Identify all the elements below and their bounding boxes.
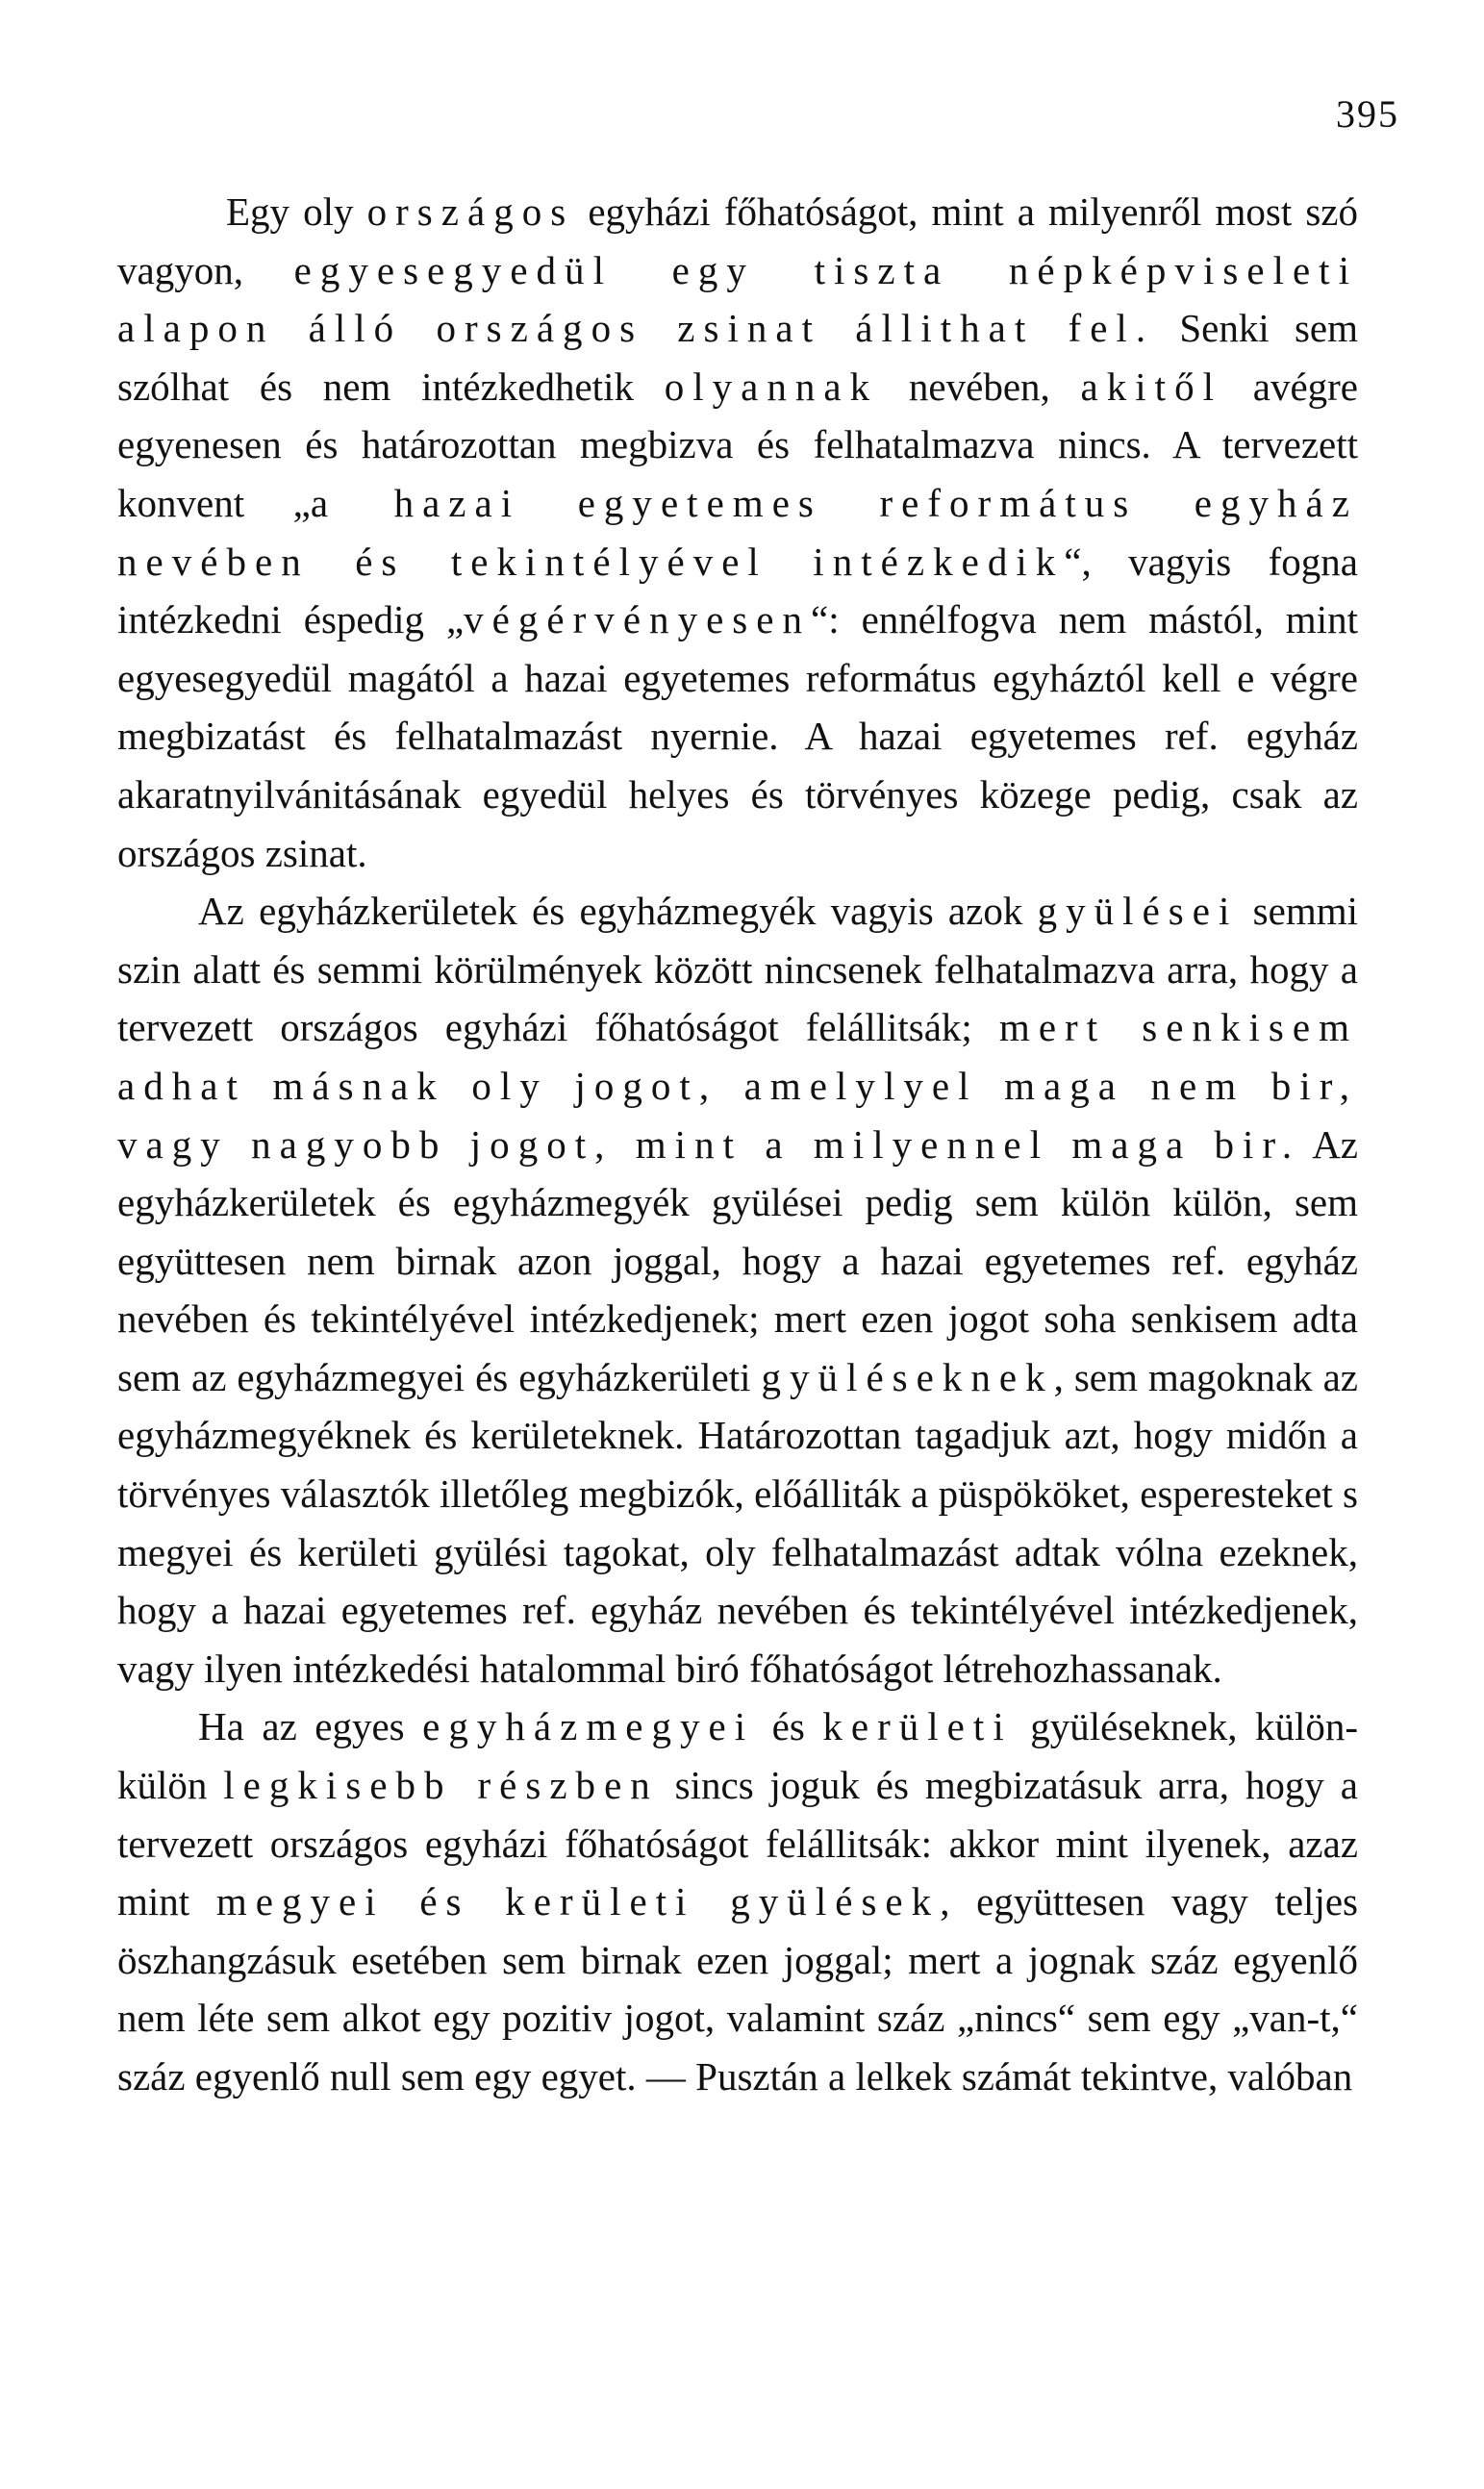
paragraph (117, 183, 1358, 882)
emphasized-text: végérvényesen (464, 597, 812, 642)
emphasized-text: megyei és kerületi gyülések (215, 1879, 941, 1924)
text-segment: Az egyházkerületek és egyházmegyék vagyis azok (198, 889, 1038, 934)
emphasized-text: egyházmegyei (422, 1704, 755, 1749)
emphasized-text: olyannak (664, 364, 879, 409)
text-segment: “: ennélfogva nem mástól, mint egyesegyedül magától a hazai egyetemes református egyháztól kell e végre megbizatást és felhatalmazást nyernie. A hazai egyetemes ref. egyház akaratnyilvánitásának egyedül helyes és törvényes közege pedig, csak az országos zsinat. (117, 597, 1358, 875)
text-segment: Senki sem szólhat és nem intézkedhetik (117, 306, 1358, 409)
body-text (117, 183, 1358, 2106)
page-number: 395 (1336, 92, 1399, 136)
emphasized-text: kerületi (822, 1704, 1013, 1749)
text-segment: Az egyházkerületek és egyházmegyék gyülései pedig sem külön külön, sem együttesen nem birnak azon joggal, hogy a hazai egyetemes ref. egyház nevében és tekintélyével intézkedjenek; mert ezen jogot soha senkisem adta sem az egyházmegyei és egyházkerületi (117, 1121, 1359, 1399)
emphasized-text: gyülései (1037, 889, 1239, 934)
emphasized-text: gyüléseknek (761, 1354, 1054, 1399)
text-segment: és (754, 1704, 823, 1749)
text-segment: gyüléseknek, külön-külön (117, 1704, 1358, 1808)
emphasized-text: legkisebb részben (223, 1763, 659, 1808)
text-segment: Egy oly (226, 189, 367, 234)
emphasized-text: akitől (1080, 364, 1223, 409)
emphasized-text: mert senkisem adhat másnak oly jogot, amelylyel maga nem bir, vagy nagyobb jogot, mint a milyennel maga bir. (117, 1005, 1358, 1167)
text-segment: avégre egyenesen és határozottan megbizva és felhatalmazva nincs. A tervezett konvent „ (117, 364, 1359, 525)
paragraph (117, 1697, 1358, 2105)
text-segment: sincs joguk és megbizatásuk arra, hogy a tervezett országos egyházi főhatóságot felállitsák: akkor mint ilyenek, azaz mint (117, 1763, 1358, 1924)
text-segment: egyházi főhatóságot, mint a milyenről most szó vagyon, (117, 189, 1359, 292)
emphasized-text: országos (366, 189, 575, 234)
text-segment: semmi szin alatt és semmi körülmények között nincsenek felhatalmazva arra, hogy a tervezett országos egyházi főhatóságot felállitsák; (117, 889, 1359, 1050)
paragraph (117, 882, 1358, 1697)
text-segment: , sem magoknak az egyházmegyéknek és kerületeknek. Határozottan tagadjuk azt, hogy midőn a törvényes választók illetőleg megbizók, előálliták a püspököket, esperesteket s megyei és kerületi gyülési tagokat, oly felhatalmazást adtak vólna ezeknek, hogy a hazai egyetemes ref. egyház nevében és tekintélyével intézkedjenek, vagy ilyen intézkedési hatalommal biró főhatóságot létrehozhassanak. (117, 1354, 1358, 1691)
text-segment: “, vagyis fogna intézkedni éspedig „ (117, 539, 1358, 642)
text-segment: nevében, (878, 364, 1081, 409)
text-segment: , együttesen vagy teljes öszhangzásuk esetében sem birnak ezen joggal; mert a jognak száz egyenlő nem léte sem alkot egy pozitiv jogot, valamint száz „nincs“ sem egy „van-t,“ száz egyenlő null sem egy egyet. — Pusztán a lelkek számát tekintve, valóban (117, 1879, 1358, 2099)
emphasized-text: egyesegyedül egy tiszta népképviseleti alapon álló országos zsinat állithat fel. (117, 247, 1358, 351)
text-segment: Ha az egyes (198, 1704, 423, 1749)
emphasized-text: a hazai egyetemes református egyház nevében és tekintélyével intézkedik (117, 480, 1358, 584)
